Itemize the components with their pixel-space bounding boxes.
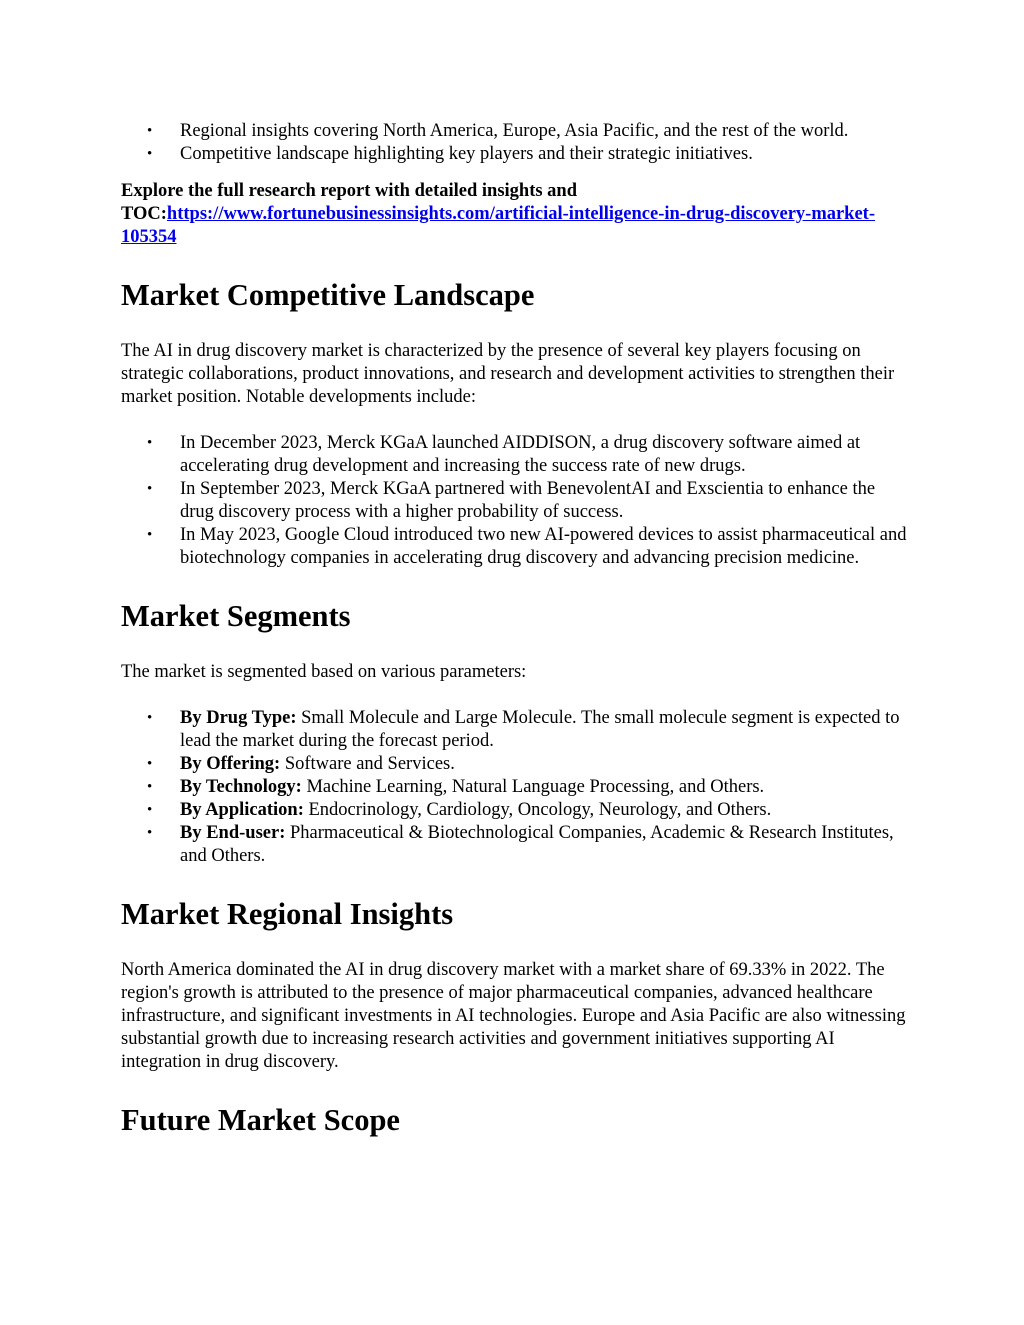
list-item bbox=[121, 776, 911, 799]
segment-text: Endocrinology, Cardiology, Oncology, Neurology, and Others. bbox=[303, 800, 772, 820]
competitive-bullet-list bbox=[121, 432, 911, 570]
list-item bbox=[121, 432, 911, 478]
bullet-icon: • bbox=[147, 123, 153, 139]
bullet-icon: • bbox=[147, 146, 153, 162]
section-heading-regional: Market Regional Insights bbox=[121, 897, 454, 931]
list-item-text: In December 2023, Merck KGaA launched AIDDISON, a drug discovery software aimed at accelerating drug development and increasing the success rate of new drugs. bbox=[180, 433, 861, 476]
segment-text: Pharmaceutical & Biotechnological Companies, Academic & Research Institutes, and Others. bbox=[180, 823, 894, 866]
segment-text: Small Molecule and Large Molecule. The small molecule segment is expected to lead the market during the forecast period. bbox=[180, 708, 900, 751]
list-item bbox=[121, 707, 911, 753]
regional-paragraph: North America dominated the AI in drug discovery market with a market share of 69.33% in 2022. The region's growth is attributed to the presence of major pharmaceutical companies, advanced healthcare infrastructure, and significant investments in AI technologies. Europe and Asia Pacific are also witnessing substantial growth due to increasing research activities and government initiatives supporting AI integration in drug discovery. bbox=[121, 960, 906, 1072]
bullet-icon: • bbox=[147, 527, 153, 543]
bullet-icon: • bbox=[147, 802, 153, 818]
segment-label: By Offering: bbox=[180, 754, 281, 774]
segment-label: By Application: bbox=[180, 800, 304, 820]
list-item bbox=[121, 120, 911, 143]
segment-label: By Technology: bbox=[180, 777, 302, 797]
list-item bbox=[121, 143, 911, 166]
segment-text: Machine Learning, Natural Language Processing, and Others. bbox=[301, 777, 765, 797]
segments-bullet-list bbox=[121, 707, 911, 868]
report-link[interactable]: https://www.fortunebusinessinsights.com/artificial-intelligence-in-drug-discovery-market-105354 bbox=[121, 204, 876, 247]
segment-label: By Drug Type: bbox=[180, 708, 297, 728]
bullet-icon: • bbox=[147, 779, 153, 795]
bullet-icon: • bbox=[147, 756, 153, 772]
list-item-text: In May 2023, Google Cloud introduced two new AI-powered devices to assist pharmaceutical and biotechnology companies in accelerating drug discovery and advancing precision medicine. bbox=[180, 525, 907, 568]
bullet-icon: • bbox=[147, 435, 153, 451]
bullet-icon: • bbox=[147, 825, 153, 841]
list-item-text: Regional insights covering North America, Europe, Asia Pacific, and the rest of the world. bbox=[180, 121, 849, 141]
intro-bullet-list bbox=[121, 120, 911, 166]
list-item bbox=[121, 753, 911, 776]
list-item bbox=[121, 799, 911, 822]
section-heading-segments: Market Segments bbox=[121, 599, 351, 633]
bullet-icon: • bbox=[147, 710, 153, 726]
section-heading-future: Future Market Scope bbox=[121, 1103, 400, 1137]
list-item bbox=[121, 524, 911, 570]
list-item bbox=[121, 822, 911, 868]
list-item bbox=[121, 478, 911, 524]
segment-label: By End-user: bbox=[180, 823, 286, 843]
explore-text: Explore the full research report with detailed insights and TOC: bbox=[121, 181, 578, 224]
section-heading-competitive: Market Competitive Landscape bbox=[121, 278, 535, 312]
competitive-paragraph: The AI in drug discovery market is characterized by the presence of several key players focusing on strategic collaborations, product innovations, and research and development activities to strengthen their market position. Notable developments include: bbox=[121, 341, 895, 407]
segments-paragraph: The market is segmented based on various parameters: bbox=[121, 662, 527, 682]
segment-text: Software and Services. bbox=[280, 754, 455, 774]
explore-report-line bbox=[121, 180, 911, 249]
list-item-text: Competitive landscape highlighting key players and their strategic initiatives. bbox=[180, 144, 753, 164]
bullet-icon: • bbox=[147, 481, 153, 497]
document-page bbox=[121, 120, 911, 1138]
list-item-text: In September 2023, Merck KGaA partnered with BenevolentAI and Exscientia to enhance the drug discovery process with a higher probability of success. bbox=[180, 479, 876, 522]
